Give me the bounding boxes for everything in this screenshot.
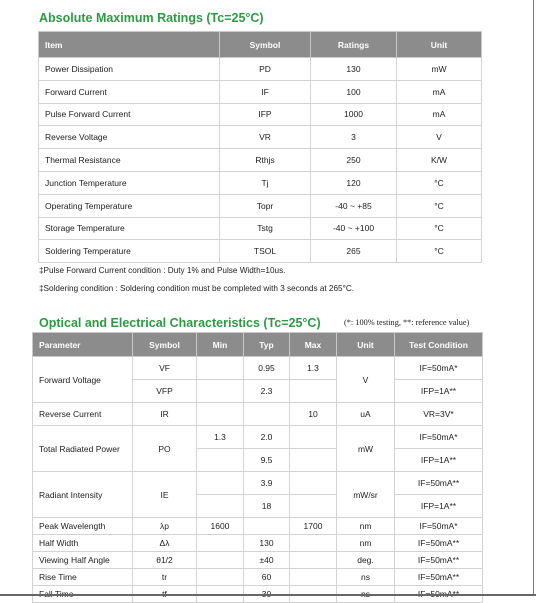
item: Forward Current <box>39 80 220 103</box>
symbol: VFP <box>133 380 197 403</box>
typ: 60 <box>244 569 290 586</box>
symbol: PD <box>220 58 311 81</box>
optical-table <box>32 332 483 603</box>
param-viewing-half-angle: Viewing Half Angle <box>33 552 133 569</box>
typ: 9.5 <box>244 449 290 472</box>
col-unit: Unit <box>337 333 395 357</box>
unit: mW/sr <box>337 472 395 518</box>
unit: V <box>337 357 395 403</box>
symbol: tr <box>133 569 197 586</box>
unit: °C <box>397 171 482 194</box>
unit: mA <box>397 80 482 103</box>
table-row <box>33 552 483 569</box>
col-ratings: Ratings <box>311 32 397 58</box>
test-condition: IF=50mA* <box>395 357 483 380</box>
table-row <box>33 569 483 586</box>
table-row <box>33 403 483 426</box>
param-radiant-intensity: Radiant Intensity <box>33 472 133 518</box>
table-row <box>39 240 482 263</box>
typ: 2.0 <box>244 426 290 449</box>
col-symbol: Symbol <box>133 333 197 357</box>
param-forward-voltage: Forward Voltage <box>33 357 133 403</box>
unit: uA <box>337 403 395 426</box>
unit: °C <box>397 240 482 263</box>
col-symbol: Symbol <box>220 32 311 58</box>
table-row <box>39 171 482 194</box>
symbol: VR <box>220 126 311 149</box>
rating: 1000 <box>311 103 397 126</box>
param-peak-wavelength: Peak Wavelength <box>33 518 133 535</box>
item: Junction Temperature <box>39 171 220 194</box>
typ: ±40 <box>244 552 290 569</box>
item: Operating Temperature <box>39 194 220 217</box>
param-rise-time: Rise Time <box>33 569 133 586</box>
col-test-condition: Test Condition <box>395 333 483 357</box>
symbol: Δλ <box>133 535 197 552</box>
typ: 18 <box>244 495 290 518</box>
symbol: Rthjs <box>220 149 311 172</box>
symbol: Tj <box>220 171 311 194</box>
symbol: IFP <box>220 103 311 126</box>
symbol: IE <box>133 472 197 518</box>
test-condition: IFP=1A** <box>395 380 483 403</box>
abs-max-title: Absolute Maximum Ratings (Tc=25°C) <box>39 11 264 25</box>
reference-legend: (*: 100% testing, **: reference value) <box>344 318 470 327</box>
symbol: Tstg <box>220 217 311 240</box>
table-row <box>39 149 482 172</box>
table-row <box>39 126 482 149</box>
table-row <box>39 80 482 103</box>
max: 1.3 <box>290 357 337 380</box>
item: Pulse Forward Current <box>39 103 220 126</box>
rating: 3 <box>311 126 397 149</box>
table-row <box>39 217 482 240</box>
rating: 250 <box>311 149 397 172</box>
unit: mA <box>397 103 482 126</box>
rating: 265 <box>311 240 397 263</box>
window-edge-right <box>533 0 534 596</box>
unit: nm <box>337 518 395 535</box>
param-reverse-current: Reverse Current <box>33 403 133 426</box>
rating: -40 ~ +85 <box>311 194 397 217</box>
rating: -40 ~ +100 <box>311 217 397 240</box>
test-condition: IFP=1A** <box>395 449 483 472</box>
rating: 120 <box>311 171 397 194</box>
rating: 100 <box>311 80 397 103</box>
pulse-note: ‡Pulse Forward Current condition : Duty 1% and Pulse Width=10us. <box>39 266 286 275</box>
unit: V <box>397 126 482 149</box>
symbol: IR <box>133 403 197 426</box>
unit: ns <box>337 569 395 586</box>
symbol: λp <box>133 518 197 535</box>
symbol: VF <box>133 357 197 380</box>
test-condition: IF=50mA* <box>395 518 483 535</box>
typ: 3.9 <box>244 472 290 495</box>
soldering-note: ‡Soldering condition : Soldering condition must be completed with 3 seconds at 265°C. <box>39 284 355 293</box>
unit: °C <box>397 194 482 217</box>
symbol: Topr <box>220 194 311 217</box>
max: 1700 <box>290 518 337 535</box>
param-total-radiated-power: Total Radiated Power <box>33 426 133 472</box>
test-condition: IF=50mA** <box>395 472 483 495</box>
rating: 130 <box>311 58 397 81</box>
item: Power Dissipation <box>39 58 220 81</box>
table-row <box>33 535 483 552</box>
col-max: Max <box>290 333 337 357</box>
col-typ: Typ <box>244 333 290 357</box>
unit: K/W <box>397 149 482 172</box>
typ: 130 <box>244 535 290 552</box>
table-row <box>33 426 483 449</box>
table-row <box>33 357 483 380</box>
symbol: PO <box>133 426 197 472</box>
col-unit: Unit <box>397 32 482 58</box>
unit: nm <box>337 535 395 552</box>
test-condition: VR=3V* <box>395 403 483 426</box>
optical-title: Optical and Electrical Characteristics (Tc=25°C) <box>39 316 321 330</box>
max: 10 <box>290 403 337 426</box>
table-row <box>39 103 482 126</box>
symbol: IF <box>220 80 311 103</box>
min: 1600 <box>197 518 244 535</box>
item: Reverse Voltage <box>39 126 220 149</box>
table-row <box>39 58 482 81</box>
table-row <box>33 472 483 495</box>
item: Storage Temperature <box>39 217 220 240</box>
symbol: TSOL <box>220 240 311 263</box>
table-row <box>33 518 483 535</box>
test-condition: IF=50mA** <box>395 569 483 586</box>
test-condition: IF=50mA** <box>395 535 483 552</box>
typ: 2.3 <box>244 380 290 403</box>
test-condition: IF=50mA** <box>395 552 483 569</box>
typ: 0.95 <box>244 357 290 380</box>
unit: °C <box>397 217 482 240</box>
table-row <box>39 194 482 217</box>
unit: deg. <box>337 552 395 569</box>
abs-max-table <box>38 31 482 263</box>
symbol: θ1/2 <box>133 552 197 569</box>
test-condition: IF=50mA* <box>395 426 483 449</box>
param-half-width: Half Width <box>33 535 133 552</box>
col-item: Item <box>39 32 220 58</box>
col-parameter: Parameter <box>33 333 133 357</box>
unit: mW <box>397 58 482 81</box>
unit: mW <box>337 426 395 472</box>
col-min: Min <box>197 333 244 357</box>
test-condition: IFP=1A** <box>395 495 483 518</box>
min: 1.3 <box>197 426 244 449</box>
item: Thermal Resistance <box>39 149 220 172</box>
item: Soldering Temperature <box>39 240 220 263</box>
